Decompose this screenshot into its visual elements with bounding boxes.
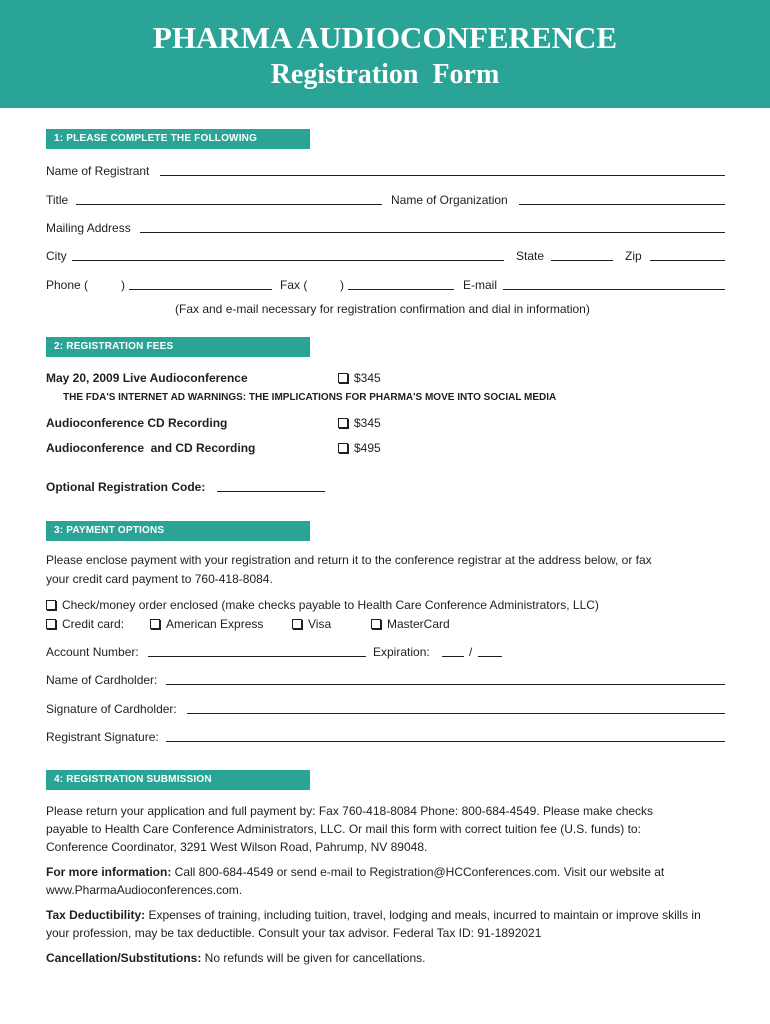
account-number-label: Account Number: bbox=[46, 645, 139, 659]
mailing-address-field[interactable] bbox=[140, 232, 725, 233]
check-option[interactable] bbox=[46, 598, 599, 612]
organization-field[interactable] bbox=[519, 204, 725, 205]
payment-intro-line-2: your credit card payment to 760-418-8084. bbox=[46, 572, 273, 586]
phone-label: Phone ( bbox=[46, 278, 89, 292]
registrant-signature-field[interactable] bbox=[166, 741, 725, 742]
tax-text: Expenses of training, including tuition, travel, lodging and meals, incurred to maintain or improve skills in bbox=[145, 908, 701, 922]
credit-card-label: Credit card: bbox=[62, 617, 125, 631]
section-2-heading: 2: REGISTRATION FEES bbox=[46, 337, 310, 357]
more-info-line-1 bbox=[46, 865, 664, 879]
phone-paren-close: ) bbox=[121, 278, 125, 292]
checkbox-icon bbox=[338, 373, 348, 383]
organization-label: Name of Organization bbox=[391, 193, 508, 207]
cardholder-name-field[interactable] bbox=[166, 684, 725, 685]
more-info-label: For more information: bbox=[46, 865, 172, 879]
fax-field[interactable] bbox=[348, 289, 454, 290]
fee-live-price: $345 bbox=[354, 371, 381, 385]
checkbox-icon bbox=[150, 619, 160, 629]
expiration-label: Expiration: bbox=[373, 645, 430, 659]
checkbox-icon bbox=[371, 619, 381, 629]
cardholder-signature-label: Signature of Cardholder: bbox=[46, 702, 177, 716]
title-field[interactable] bbox=[76, 204, 382, 205]
return-line-3: Conference Coordinator, 3291 West Wilson Road, Pahrump, NV 89048. bbox=[46, 840, 428, 854]
fee-combo-option[interactable] bbox=[338, 441, 381, 455]
fee-cd-price: $345 bbox=[354, 416, 381, 430]
credit-card-option[interactable] bbox=[46, 617, 124, 631]
amex-label: American Express bbox=[166, 617, 264, 631]
mastercard-option[interactable] bbox=[371, 617, 450, 631]
section-4-heading: 4: REGISTRATION SUBMISSION bbox=[46, 770, 310, 790]
cardholder-name-label: Name of Cardholder: bbox=[46, 673, 158, 687]
phone-field[interactable] bbox=[129, 289, 272, 290]
email-field[interactable] bbox=[503, 289, 725, 290]
cancellation-text: No refunds will be given for cancellations. bbox=[201, 951, 426, 965]
fee-cd-option[interactable] bbox=[338, 416, 381, 430]
program-subtitle: THE FDA'S INTERNET AD WARNINGS: THE IMPLICATIONS FOR PHARMA'S MOVE INTO SOCIAL MEDIA bbox=[63, 392, 557, 403]
cancellation-line bbox=[46, 951, 425, 965]
checkbox-icon bbox=[338, 443, 348, 453]
city-label: City bbox=[46, 249, 67, 263]
return-line-1: Please return your application and full payment by: Fax 760-418-8084 Phone: 800-684-4549. Please make checks bbox=[46, 804, 654, 818]
zip-label: Zip bbox=[625, 249, 642, 263]
tax-line-2: your profession, may be tax deductible. Consult your tax advisor. Federal Tax ID: 91-1892021 bbox=[46, 926, 542, 940]
zip-field[interactable] bbox=[650, 260, 725, 261]
checkbox-icon bbox=[46, 619, 56, 629]
visa-label: Visa bbox=[308, 617, 332, 631]
optional-code-label: Optional Registration Code: bbox=[46, 480, 206, 494]
city-field[interactable] bbox=[72, 260, 504, 261]
cardholder-signature-field[interactable] bbox=[187, 713, 725, 714]
form-header bbox=[0, 0, 770, 108]
mailing-address-label: Mailing Address bbox=[46, 221, 131, 235]
expiration-month-field[interactable] bbox=[442, 656, 464, 657]
fee-combo-label: Audioconference and CD Recording bbox=[46, 441, 256, 455]
checkbox-icon bbox=[292, 619, 302, 629]
fee-live-label: May 20, 2009 Live Audioconference bbox=[46, 371, 248, 385]
fax-label: Fax ( bbox=[280, 278, 308, 292]
section-1-heading: 1: PLEASE COMPLETE THE FOLLOWING bbox=[46, 129, 310, 149]
state-field[interactable] bbox=[551, 260, 613, 261]
website-text[interactable]: www.PharmaAudioconferences.com. bbox=[46, 883, 243, 897]
form-title: PHARMA AUDIOCONFERENCE bbox=[152, 20, 618, 55]
contact-note: (Fax and e-mail necessary for registration confirmation and dial in information) bbox=[175, 302, 590, 316]
check-option-label: Check/money order enclosed (make checks payable to Health Care Conference Administrators, LLC) bbox=[62, 598, 599, 612]
expiration-slash: / bbox=[469, 645, 473, 659]
section-3-heading: 3: PAYMENT OPTIONS bbox=[46, 521, 310, 541]
more-info-text: Call 800-684-4549 or send e-mail to Registration@HCConferences.com. Visit our website at bbox=[171, 865, 665, 879]
tax-line-1 bbox=[46, 908, 701, 922]
checkbox-icon bbox=[338, 418, 348, 428]
cancellation-label: Cancellation/Substitutions: bbox=[46, 951, 202, 965]
checkbox-icon bbox=[46, 600, 56, 610]
form-subtitle: Registration Form bbox=[270, 59, 500, 90]
expiration-year-field[interactable] bbox=[478, 656, 502, 657]
fax-paren-close: ) bbox=[340, 278, 344, 292]
tax-label: Tax Deductibility: bbox=[46, 908, 146, 922]
visa-option[interactable] bbox=[292, 617, 331, 631]
fee-cd-label: Audioconference CD Recording bbox=[46, 416, 228, 430]
email-label: E-mail bbox=[463, 278, 498, 292]
mastercard-label: MasterCard bbox=[387, 617, 450, 631]
title-label: Title bbox=[46, 193, 69, 207]
name-registrant-label: Name of Registrant bbox=[46, 164, 150, 178]
optional-code-field[interactable] bbox=[217, 491, 325, 492]
fee-combo-price: $495 bbox=[354, 441, 381, 455]
state-label: State bbox=[516, 249, 545, 263]
registrant-signature-label: Registrant Signature: bbox=[46, 730, 159, 744]
fee-live-option[interactable] bbox=[338, 371, 381, 385]
name-registrant-field[interactable] bbox=[160, 175, 725, 176]
payment-intro-line-1: Please enclose payment with your registration and return it to the conference registrar at the address below, or fax bbox=[46, 553, 652, 567]
account-number-field[interactable] bbox=[148, 656, 366, 657]
return-line-2: payable to Health Care Conference Administrators, LLC. Or mail this form with correct tuition fee (U.S. funds) to: bbox=[46, 822, 641, 836]
amex-option[interactable] bbox=[150, 617, 263, 631]
